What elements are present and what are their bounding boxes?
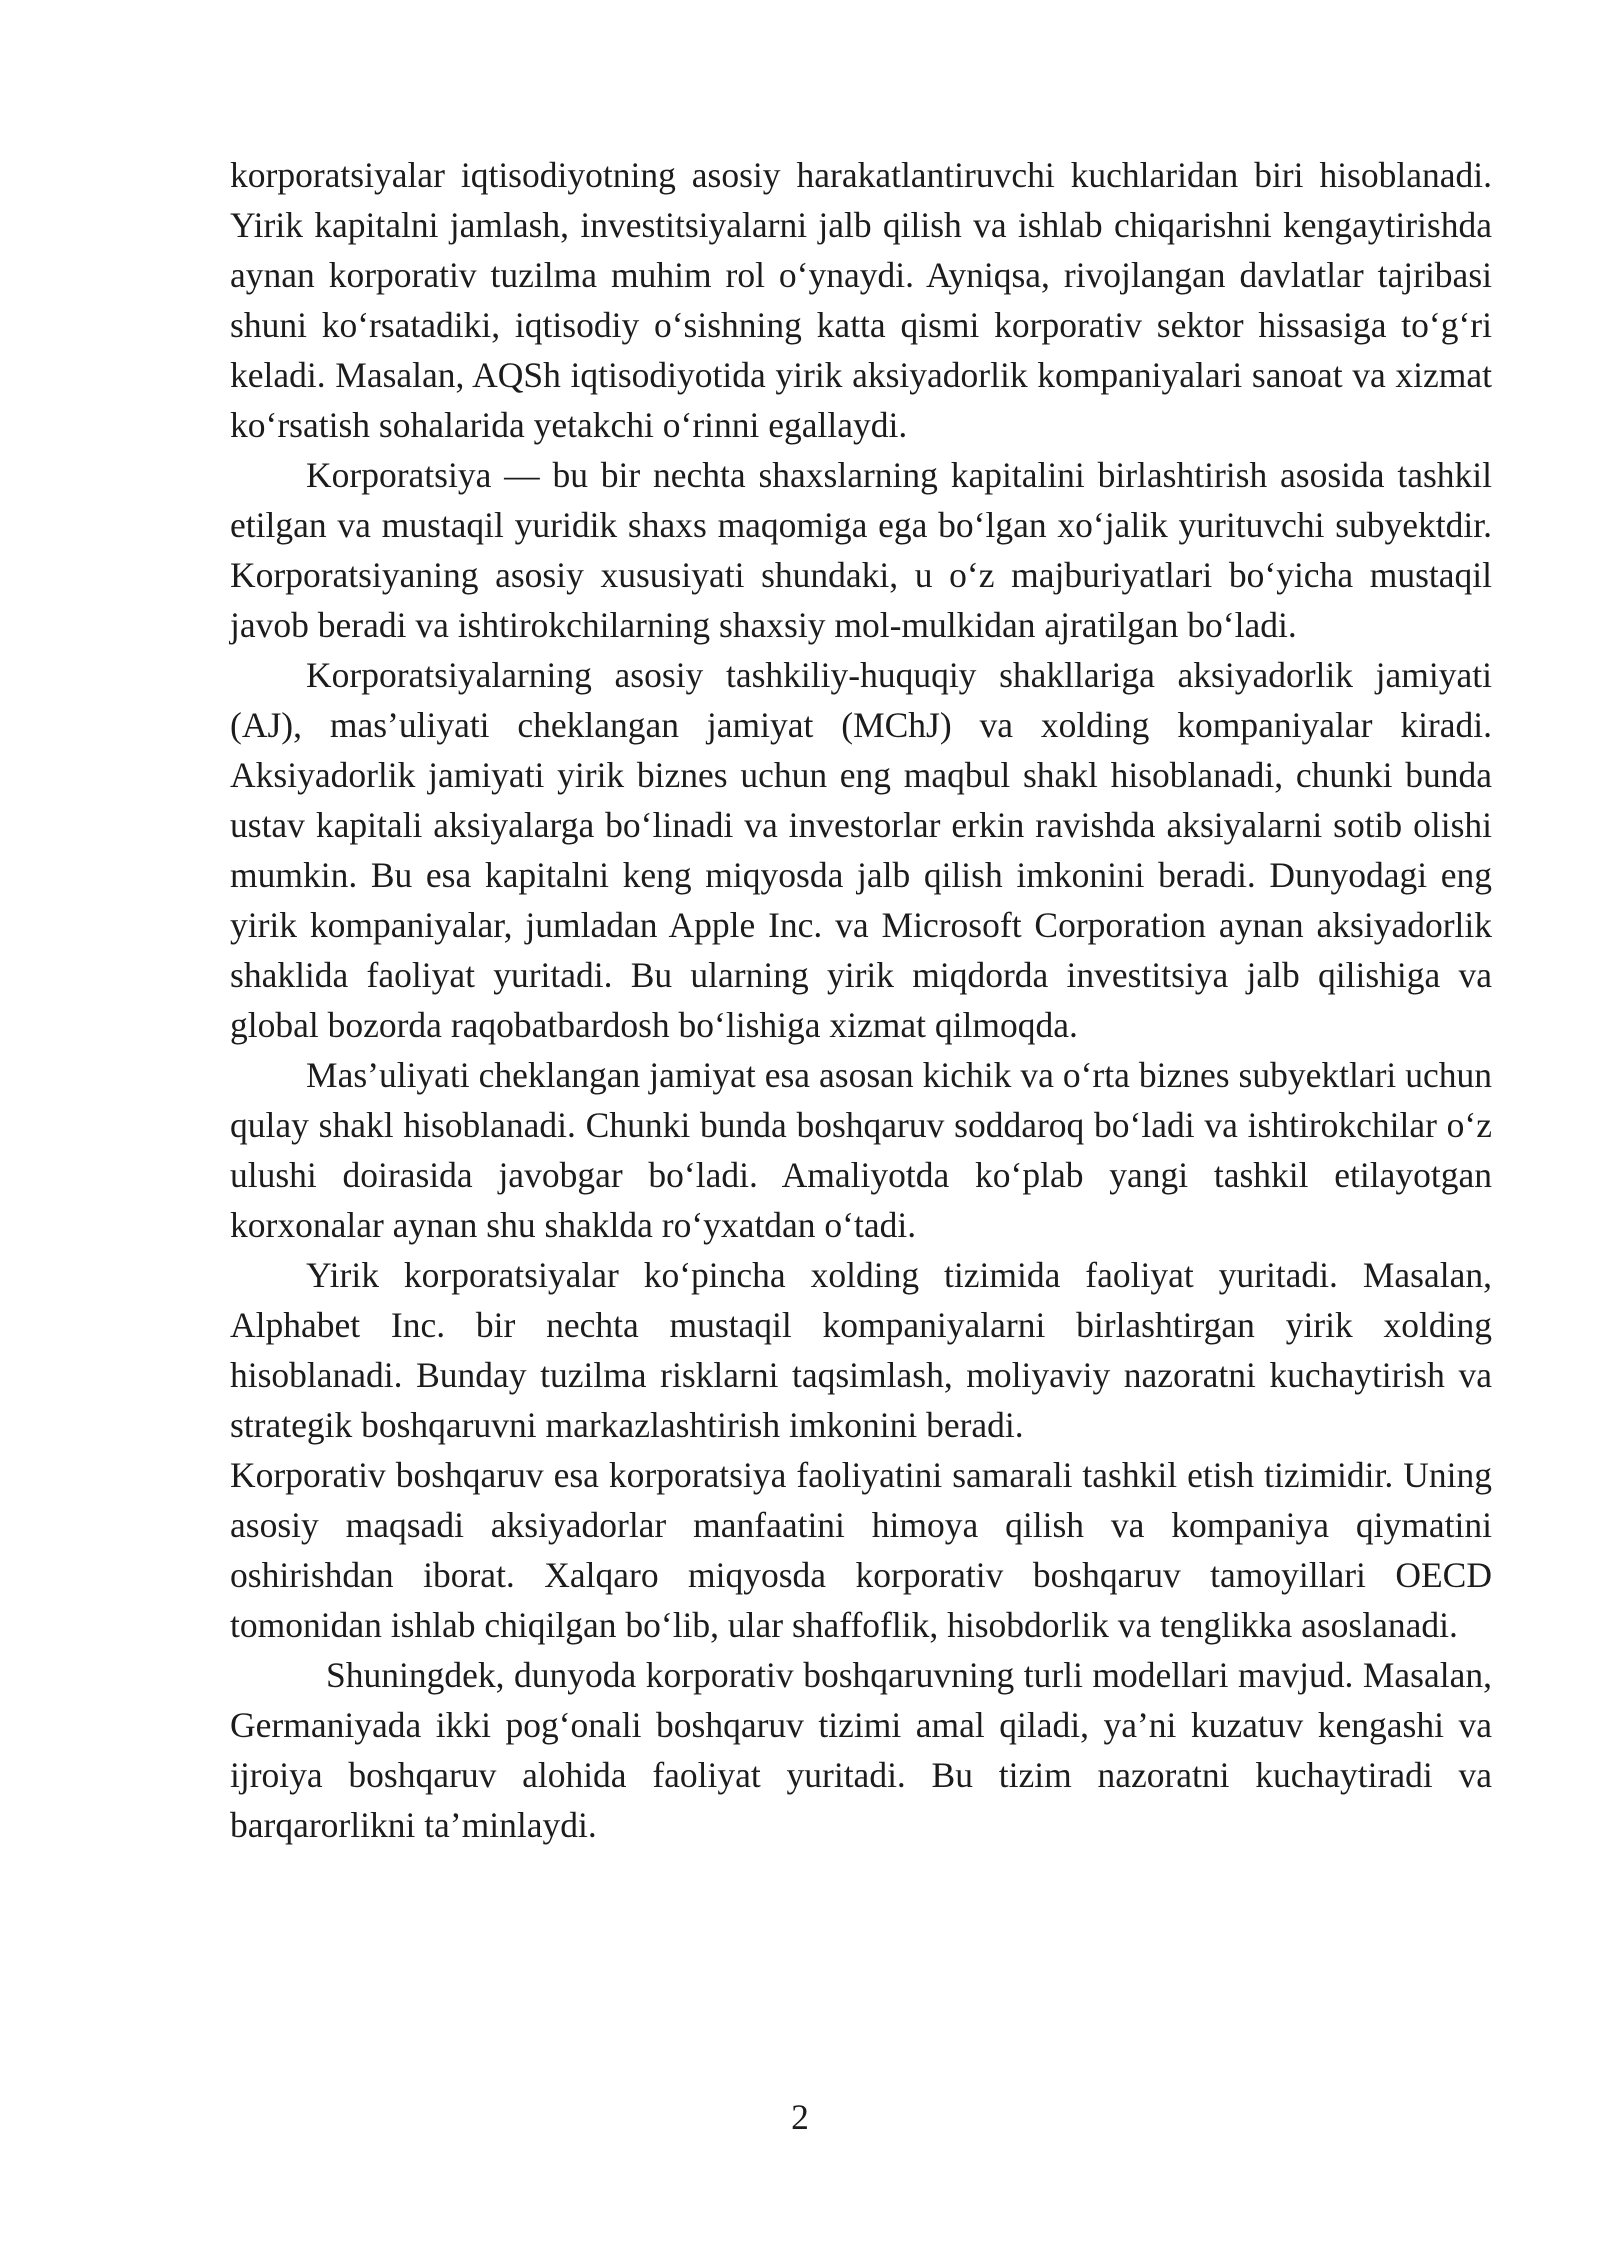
body-text xyxy=(230,150,1492,1850)
paragraph-7: Shuningdek, dunyoda korporativ boshqaruvning turli modellari mavjud. Masalan, Germaniyada ikki pog‘onali boshqaruv tizimi amal qiladi, ya’ni kuzatuv kengashi va ijroiya boshqaruv alohida faoliyat yuritadi. Bu tizim nazoratni kuchaytiradi va barqarorlikni ta’minlaydi. xyxy=(230,1655,1492,1845)
paragraph-1: korporatsiyalar iqtisodiyotning asosiy harakatlantiruvchi kuchlaridan biri hisoblanadi. Yirik kapitalni jamlash, investitsiyalarni jalb qilish va ishlab chiqarishni kengaytirishda aynan korporativ tuzilma muhim rol o‘ynaydi. Ayniqsa, rivojlangan davlatlar tajribasi shuni ko‘rsatadiki, iqtisodiy o‘sishning katta qismi korporativ sektor hissasiga to‘g‘ri keladi. Masalan, AQSh iqtisodiyotida yirik aksiyadorlik kompaniyalari sanoat va xizmat ko‘rsatish sohalarida yetakchi o‘rinni egallaydi. xyxy=(230,155,1492,445)
paragraph-3: Korporatsiyalarning asosiy tashkiliy-huquqiy shakllariga aksiyadorlik jamiyati (AJ), mas’uliyati cheklangan jamiyat (MChJ) va xolding kompaniyalar kiradi. Aksiyadorlik jamiyati yirik biznes uchun eng maqbul shakl hisoblanadi, chunki bunda ustav kapitali aksiyalarga bo‘linadi va investorlar erkin ravishda aksiyalarni sotib olishi mumkin. Bu esa kapitalni keng miqyosda jalb qilish imkonini beradi. Dunyodagi eng yirik kompaniyalar, jumladan Apple Inc. va Microsoft Corporation aynan aksiyadorlik shaklida faoliyat yuritadi. Bu ularning yirik miqdorda investitsiya jalb qilishiga va global bozorda raqobatbardosh bo‘lishiga xizmat qilmoqda. xyxy=(230,655,1492,1045)
paragraph-2: Korporatsiya — bu bir nechta shaxslarning kapitalini birlashtirish asosida tashkil etilgan va mustaqil yuridik shaxs maqomiga ega bo‘lgan xo‘jalik yurituvchi subyektdir. Korporatsiyaning asosiy xususiyati shundaki, u o‘z majburiyatlari bo‘yicha mustaqil javob beradi va ishtirokchilarning shaxsiy mol-mulkidan ajratilgan bo‘ladi. xyxy=(230,455,1492,645)
paragraph-4: Mas’uliyati cheklangan jamiyat esa asosan kichik va o‘rta biznes subyektlari uchun qulay shakl hisoblanadi. Chunki bunda boshqaruv soddaroq bo‘ladi va ishtirokchilar o‘z ulushi doirasida javobgar bo‘ladi. Amaliyotda ko‘plab yangi tashkil etilayotgan korxonalar aynan shu shaklda ro‘yxatdan o‘tadi. xyxy=(230,1055,1492,1245)
paragraph-6: Korporativ boshqaruv esa korporatsiya faoliyatini samarali tashkil etish tizimidir. Uning asosiy maqsadi aksiyadorlar manfaatini himoya qilish va kompaniya qiymatini oshirishdan iborat. Xalqaro miqyosda korporativ boshqaruv tamoyillari OECD tomonidan ishlab chiqilgan bo‘lib, ular shaffoflik, hisobdorlik va tenglikka asoslanadi. xyxy=(230,1455,1492,1645)
paragraph-5: Yirik korporatsiyalar ko‘pincha xolding tizimida faoliyat yuritadi. Masalan, Alphabet Inc. bir nechta mustaqil kompaniyalarni birlashtirgan yirik xolding hisoblanadi. Bunday tuzilma risklarni taqsimlash, moliyaviy nazoratni kuchaytirish va strategik boshqaruvni markazlashtirish imkonini beradi. xyxy=(230,1255,1492,1445)
page-number: 2 xyxy=(791,2097,809,2137)
